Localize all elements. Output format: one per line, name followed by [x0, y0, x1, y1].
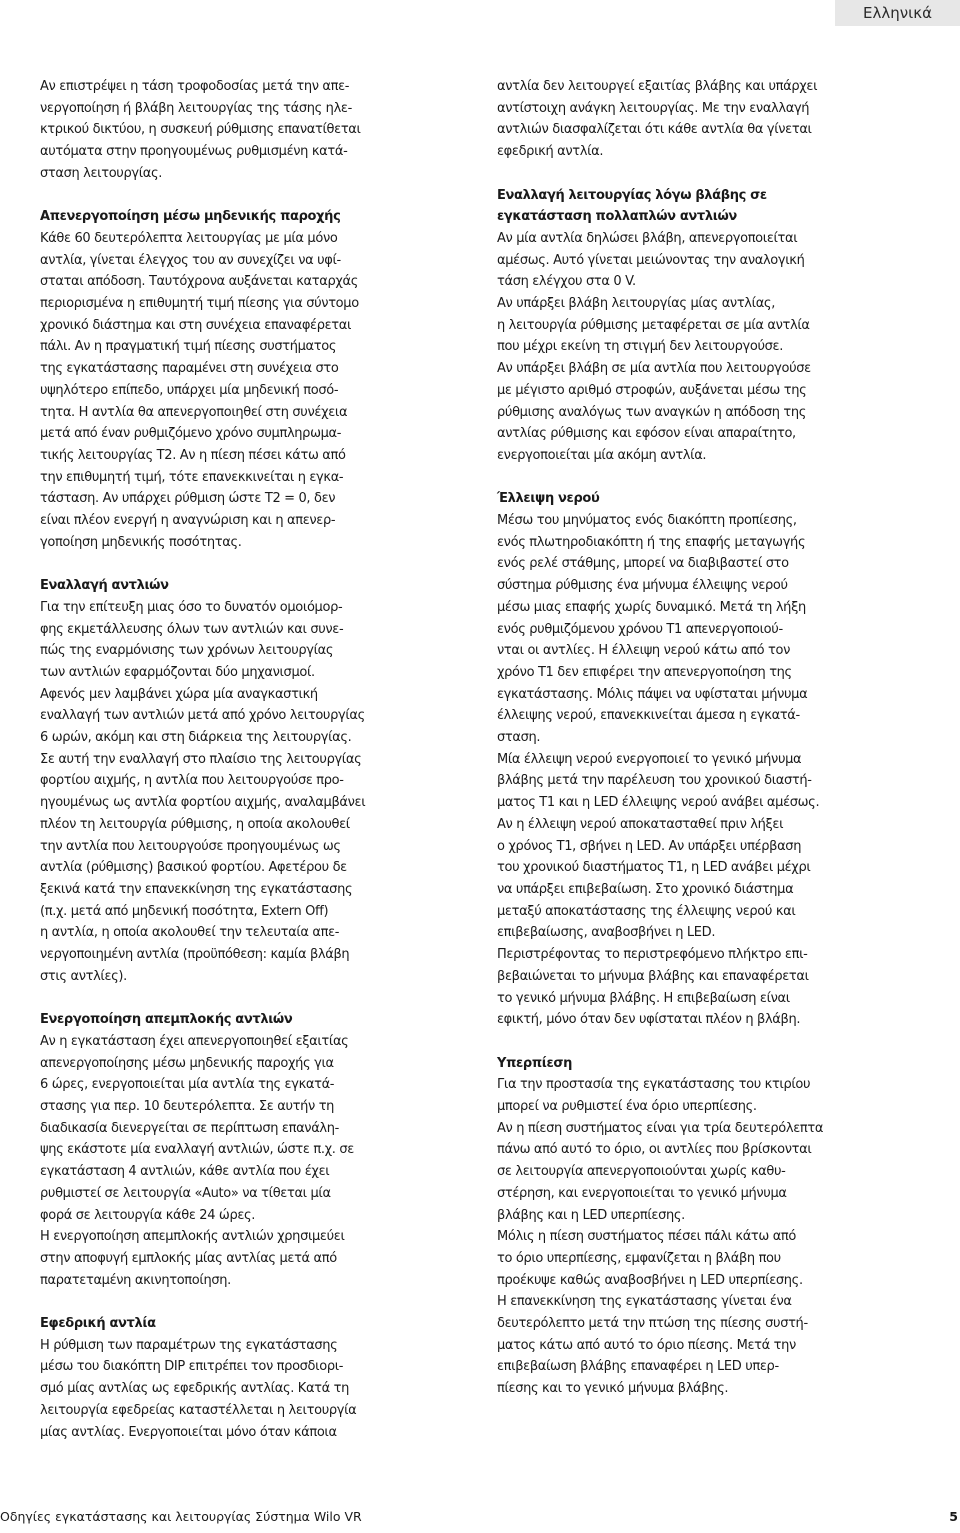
text-line: το γενικό μήνυμα βλάβης. Η επιβεβαίωση είναι [497, 990, 790, 1006]
standby-pump-paragraph [40, 1335, 402, 1444]
heading-line: Εναλλαγή λειτουργίας λόγω βλάβης σε [497, 187, 767, 203]
text-line: δευτερόλεπτο μετά την πτώση της πίεσης συστή- [497, 1316, 808, 1332]
text-line: μεταξύ αποκατάστασης της έλλειψης νερού και [497, 903, 796, 919]
heading-fault-change [497, 185, 863, 228]
text-line: πίεσης και το γενικό μήνυμα βλάβης. [497, 1381, 729, 1397]
text-line: ενός πλωτηροδιακόπτη ή της επαφής μεταγωγής [497, 534, 806, 550]
text-line: Αν υπάρξει βλάβη λειτουργίας μίας αντλίας, [497, 296, 775, 312]
text-line: στις αντλίες). [40, 968, 127, 984]
intro-paragraph [40, 76, 402, 185]
text-line: αντλιών διασφαλίζεται ότι κάθε αντλία θα γίνεται [497, 122, 812, 138]
text-line: νεργοποιημένη αντλία (προϋπόθεση: καμία βλάβη [40, 947, 350, 963]
text-line: Αν η έλλειψη νερού αποκατασταθεί πριν λήξει [497, 816, 784, 832]
text-line: Η ενεργοποίηση απεμπλοκής αντλιών χρησιμεύει [40, 1229, 345, 1245]
text-line: Κάθε 60 δευτερόλεπτα λειτουργίας με μία μόνο [40, 230, 338, 246]
text-line: φης εκμετάλλευσης όλων των αντλιών και συνε- [40, 621, 344, 637]
text-line: σε λειτουργία απενεργοποιούνται χωρίς καθυ- [497, 1164, 786, 1180]
text-line: Αν επιστρέψει η τάση τροφοδοσίας μετά την απε- [40, 79, 350, 94]
text-line: να υπάρξει επιβεβαίωση. Στο χρονικό διάστημα [497, 881, 794, 897]
text-line: έλλειψης νερού, επανεκκινείται άμεσα η εγκατά- [497, 708, 800, 724]
water-shortage-paragraph [497, 510, 863, 1031]
text-line: τάσταση. Αν υπάρχει ρύθμιση ώστε T2 = 0, δεν [40, 491, 336, 507]
text-line: Για την προστασία της εγκατάστασης του κτιρίου [497, 1077, 811, 1093]
text-line: μίας αντλίας. Ενεργοποιείται μόνο όταν κάποια [40, 1424, 337, 1440]
text-line: στέρηση, και ενεργοποιείται το γενικό μήνυμα [497, 1185, 787, 1201]
text-line: λειτουργία εφεδρείας καταστέλλεται η λειτουργία [40, 1402, 357, 1418]
text-line: ο χρόνος T1, σβήνει η LED. Αν υπάρξει υπέρβαση [497, 838, 802, 854]
text-line: βεβαιώνεται το μήνυμα βλάβης και επαναφέρεται [497, 968, 809, 984]
text-line: τητα. Η αντλία θα απενεργοποιηθεί στη συνέχεια [40, 404, 348, 420]
text-line: στασης για περ. 10 δευτερόλεπτα. Σε αυτήν τη [40, 1099, 335, 1114]
text-line: Μία έλλειψη νερού ενεργοποιεί το γενικό μήνυμα [497, 751, 802, 767]
zero-flow-paragraph [40, 228, 402, 554]
text-line: κτρικού δικτύου, η συσκευή ρύθμισης επανατίθεται [40, 122, 361, 138]
text-line: νται οι αντλίες. Η έλλειψη νερού κάτω από τον [497, 643, 791, 659]
text-line: 6 ωρών, ακόμη και στη διάρκεια της λειτουργίας. [40, 730, 352, 746]
text-line: επιβεβαίωση βλάβης επαναφέρει η LED υπερ- [497, 1359, 779, 1375]
text-line: Περιστρέφοντας το περιστρεφόμενο πλήκτρο επι- [497, 947, 808, 963]
text-line: φορά σε λειτουργία κάθε 24 ώρες. [40, 1207, 256, 1223]
left-column [40, 76, 402, 1443]
text-line: διαδικασία διενεργείται σε περίπτωση επανάλη- [40, 1120, 339, 1136]
text-line: την αντλία που λειτουργούσε προηγουμένως ως [40, 838, 341, 854]
text-line: αυτόματα στην προηγουμένως ρυθμισμένη κατά- [40, 144, 348, 160]
heading-overpressure: Υπερπίεση [497, 1055, 573, 1071]
text-line: ψης εκάστοτε μία εναλλαγή αντλιών, ώστε π.χ. σε [40, 1142, 354, 1158]
language-tab: Ελληνικά [835, 0, 960, 26]
text-line: στην αποφυγή εμπλοκής μίας αντλίας μετά από [40, 1250, 337, 1266]
text-line: πάνω από αυτό το όριο, οι αντλίες που βρίσκονται [497, 1142, 812, 1158]
text-line: ενός ρυθμιζόμενου χρόνου T1 απενεργοποιού- [497, 621, 783, 637]
text-line: του χρονικού διαστήματος T1, η LED ανάβει μέχρι [497, 860, 811, 876]
text-line: πάλι. Αν η πραγματική τιμή πίεσης συστήματος [40, 339, 337, 355]
text-line: αντλία δεν λειτουργεί εξαιτίας βλάβης και υπάρχει [497, 79, 818, 94]
text-line: Αν η πίεση συστήματος είναι για τρία δευτερόλεπτα [497, 1120, 824, 1136]
text-line: των αντλιών εφαρμόζονται δύο μηχανισμοί. [40, 664, 315, 680]
text-line: εφικτή, μόνο όταν δεν υφίσταται πλέον η βλάβη. [497, 1012, 801, 1028]
text-line: απενεργοποίησης μέσω μηδενικής παροχής για [40, 1055, 334, 1071]
right-column [497, 76, 863, 1400]
text-line: (π.χ. μετά από μηδενική ποσότητα, Extern Off) [40, 903, 329, 919]
fault-change-paragraph [497, 228, 863, 467]
text-line: γοποίηση μηδενικής ποσότητας. [40, 534, 242, 550]
text-line: Η επανεκκίνηση της εγκατάστασης γίνεται ένα [497, 1294, 792, 1310]
text-line: εναλλαγή των αντλιών μετά από χρόνο λειτουργίας [40, 708, 365, 724]
text-line: μπορεί να ρυθμιστεί ένα όριο υπερπίεσης. [497, 1099, 757, 1114]
text-line: αντλία, γίνεται έλεγχος του αν συνεχίζει να υφί- [40, 252, 341, 268]
text-line: αμέσως. Αυτό γίνεται μειώνοντας την αναλογική [497, 252, 805, 268]
heading-pump-change: Εναλλαγή αντλιών [40, 578, 169, 594]
overpressure-paragraph [497, 1074, 863, 1400]
text-line: ματος T1 και η LED έλλειψης νερού ανάβει αμέσως. [497, 795, 820, 811]
text-line: πώς της εναρμόνισης των χρόνων λειτουργίας [40, 643, 334, 659]
text-line: ρύθμισης αναλόγως των αναγκών η απόδοση της [497, 404, 807, 420]
text-line: σμό μίας αντλίας ως εφεδρικής αντλίας. Κατά τη [40, 1381, 350, 1397]
text-line: εφεδρική αντλία. [497, 144, 604, 160]
pump-change-paragraph [40, 597, 402, 988]
text-line: μετά από έναν ρυθμιζόμενο χρόνο συμπληρωμα- [40, 426, 342, 442]
text-line: Μόλις η πίεση συστήματος πέσει πάλι κάτω από [497, 1229, 797, 1245]
text-line: χρόνο T1 δεν επιφέρει την απενεργοποίηση της [497, 664, 792, 680]
text-line: ενεργοποιείται μία ακόμη αντλία. [497, 447, 707, 463]
heading-zero-flow: Απενεργοποίηση μέσω μηδενικής παροχής [40, 209, 341, 225]
text-line: 6 ώρες, ενεργοποιείται μία αντλία της εγκατά- [40, 1077, 335, 1093]
text-line: Αν υπάρξει βλάβη σε μία αντλία που λειτουργούσε [497, 361, 811, 377]
text-line: η αντλία, η οποία ακολουθεί την τελευταία απε- [40, 925, 340, 941]
text-line: το όριο υπερπίεσης, εμφανίζεται η βλάβη που [497, 1250, 781, 1266]
text-line: σύστημα ρύθμισης ένα μήνυμα έλλειψης νερού [497, 578, 788, 594]
text-line: αντλίας ρύθμισης και εφόσον είναι απαραίτητο, [497, 426, 796, 442]
text-line: σταται απόδοση. Ταυτόχρονα αυξάνεται καταρχάς [40, 274, 359, 290]
text-line: Η ρύθμιση των παραμέτρων της εγκατάστασης [40, 1337, 338, 1353]
text-line: προέκυψε καθώς αναβοσβήνει η LED υπερπίεσης. [497, 1272, 803, 1288]
heading-standby-pump: Εφεδρική αντλία [40, 1316, 156, 1332]
text-line: σταση. [497, 730, 541, 746]
text-line: Μέσω του μηνύματος ενός διακόπτη προπίεσης, [497, 513, 797, 529]
text-line: περιορισμένα η επιθυμητή τιμή πίεσης για σύντομο [40, 296, 359, 312]
text-line: νεργοποίηση ή βλάβη λειτουργίας της τάσης ηλε- [40, 100, 352, 116]
text-line: εγκατάστασης. Μόλις πάψει να υφίσταται μήνυμα [497, 686, 808, 702]
text-line: Αφενός μεν λαμβάνει χώρα μία αναγκαστική [40, 686, 318, 702]
text-line: παρατεταμένη ακινητοποίηση. [40, 1272, 231, 1288]
page-number: 5 [949, 1509, 958, 1524]
text-line: της εγκατάστασης παραμένει στη συνέχεια στο [40, 361, 339, 377]
text-line: αντλία (ρύθμισης) βασικού φορτίου. Αφετέρου δε [40, 860, 347, 876]
text-line: είναι πλέον ενεργή η αναγνώριση και η απενερ- [40, 513, 336, 529]
text-line: μέσω μιας επαφής χωρίς δυναμικό. Μετά τη λήξη [497, 599, 806, 615]
text-line: μέσω του διακόπτη DIP επιτρέπει τον προσδιορι- [40, 1359, 344, 1375]
text-line: αντίστοιχη ανάγκη λειτουργίας. Με την εναλλαγή [497, 100, 810, 116]
text-line: με μέγιστο αριθμό στροφών, αυξάνεται μέσω της [497, 382, 807, 398]
text-line: σταση λειτουργίας. [40, 165, 163, 181]
text-line: ξεκινά κατά την επανεκκίνηση της εγκατάστασης [40, 881, 353, 897]
pump-kick-paragraph [40, 1031, 402, 1291]
text-line: φορτίου αιχμής, η αντλία που λειτουργούσε προ- [40, 773, 344, 789]
text-line: Αν μία αντλία δηλώσει βλάβη, απενεργοποιείται [497, 230, 798, 246]
text-line: που μέχρι εκείνη τη στιγμή δεν λειτουργούσε. [497, 339, 783, 355]
text-line: ενός ρελέ στάθμης, μπορεί να διαβιβαστεί στο [497, 556, 789, 572]
text-line: ματος κάτω από αυτό το όριο πίεσης. Μετά την [497, 1337, 796, 1353]
footer-title: Οδηγίες εγκατάστασης και λειτουργίας Σύστημα Wilo VR [0, 1509, 362, 1524]
text-line: την επιθυμητή τιμή, τότε επανεκκινείται η εγκα- [40, 469, 344, 485]
heading-water-shortage: Έλλειψη νερού [497, 491, 600, 507]
text-line: υψηλότερο επίπεδο, υπάρχει μία μηδενική ποσό- [40, 382, 339, 398]
text-line: εγκατάσταση 4 αντλιών, κάθε αντλία που έχει [40, 1164, 330, 1180]
text-line: βλάβης μετά την παρέλευση του χρονικού διαστή- [497, 773, 812, 789]
text-line: πλέον τη λειτουργία ρύθμισης, η οποία ακολουθεί [40, 816, 350, 832]
text-line: επιβεβαίωσης, αναβοσβήνει η LED. [497, 925, 716, 941]
heading-line: εγκατάσταση πολλαπλών αντλιών [497, 209, 737, 225]
text-line: η λειτουργία ρύθμισης μεταφέρεται σε μία αντλία [497, 317, 810, 333]
text-line: τάση ελέγχου στα 0 V. [497, 274, 636, 290]
text-line: Για την επίτευξη μιας όσο το δυνατόν ομοιόμορ- [40, 599, 343, 615]
heading-pump-kick: Ενεργοποίηση απεμπλοκής αντλιών [40, 1012, 293, 1028]
standby-continued-paragraph [497, 76, 863, 163]
text-line: ρυθμιστεί σε λειτουργία «Auto» να τίθεται μία [40, 1185, 331, 1201]
text-line: τικής λειτουργίας T2. Αν η πίεση πέσει κάτω από [40, 447, 346, 463]
text-line: Αν η εγκατάσταση έχει απενεργοποιηθεί εξαιτίας [40, 1033, 349, 1049]
page-footer [0, 1509, 960, 1529]
text-line: χρονικό διάστημα και στη συνέχεια επαναφέρεται [40, 317, 352, 333]
text-line: Σε αυτή την εναλλαγή στο πλαίσιο της λειτουργίας [40, 751, 362, 767]
text-line: ηγουμένως ως αντλία φορτίου αιχμής, αναλαμβάνει [40, 795, 366, 811]
text-line: βλάβης και η LED υπερπίεσης. [497, 1207, 685, 1223]
